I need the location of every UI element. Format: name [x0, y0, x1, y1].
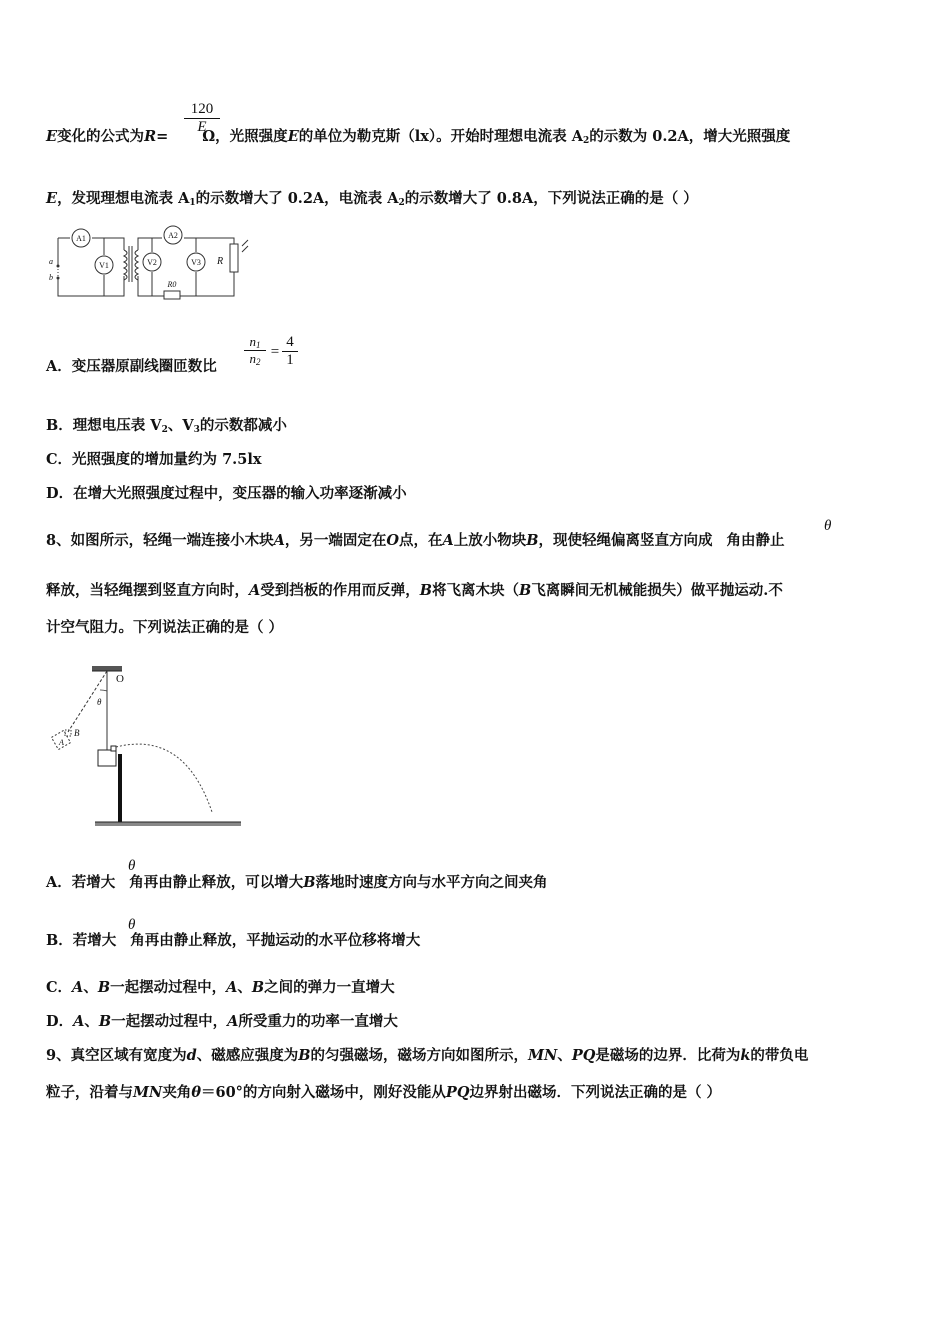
ratio-value-fraction — [282, 334, 298, 369]
text: 所受重力的功率一直增大 — [238, 1013, 398, 1030]
q8-option-d — [46, 1012, 398, 1032]
ratio-numerator: 4 — [286, 334, 294, 350]
text: 、 — [237, 979, 252, 996]
var: MN — [133, 1084, 163, 1101]
terminal-a-label: a — [49, 257, 53, 266]
resistor-r0-label: R0 — [167, 280, 177, 289]
q7-fraction — [184, 101, 220, 136]
text: 上放小物块 — [453, 532, 527, 549]
resistor-r-label: R — [216, 256, 224, 267]
subscript: 2 — [582, 136, 590, 146]
text: 角再由静止释放，可以增大 — [129, 874, 304, 891]
text: ，现使轻绳偏离竖直方向成 — [538, 532, 713, 549]
text: ，另一端固定在 — [284, 532, 387, 549]
block-b-label: B — [74, 728, 80, 738]
text: 、 — [84, 1013, 99, 1030]
fraction-numerator: 120 — [190, 101, 214, 117]
text: 、 — [557, 1047, 572, 1064]
var: k — [740, 1047, 751, 1064]
var: B — [303, 874, 316, 891]
var: A — [273, 532, 285, 549]
text: 、 — [83, 979, 98, 996]
var: B — [519, 582, 532, 599]
angle-theta-label: θ — [97, 697, 102, 707]
var: d — [186, 1047, 197, 1064]
text: 点，在 — [399, 532, 443, 549]
var: B — [298, 1047, 311, 1064]
var: B — [98, 1013, 112, 1030]
q8-line3: 计空气阻力。下列说法正确的是（ ） — [46, 619, 284, 636]
q7-option-a — [46, 357, 217, 377]
var: PQ — [571, 1047, 596, 1064]
var: PQ — [445, 1084, 470, 1101]
text: 、V — [167, 417, 194, 434]
text: 的示数增大了 0.8A，下列说法正确的是（ ） — [404, 190, 698, 207]
var-e: E — [287, 128, 299, 145]
q9-line1 — [46, 1046, 808, 1066]
subscript: 3 — [193, 425, 200, 435]
text: 将飞离木块（ — [432, 582, 520, 599]
var-e: E — [46, 128, 58, 145]
text: 释放，当轻绳摆到竖直方向时， — [46, 582, 249, 599]
fraction-denominator: E — [197, 119, 207, 135]
var: B — [97, 979, 111, 996]
var-r: R= — [144, 128, 169, 145]
theta-symbol: θ — [824, 518, 832, 534]
subscript: 2 — [161, 425, 168, 435]
equals: = — [270, 344, 280, 360]
text: 落地时速度方向与水平方向之间夹角 — [315, 874, 548, 891]
text: 一起摆动过程中， — [111, 1013, 228, 1030]
turns-ratio-fraction — [244, 334, 266, 367]
text: C． — [46, 979, 73, 996]
block-a-label: A — [59, 738, 64, 747]
ammeter-a1-label: A1 — [76, 234, 86, 243]
var: θ — [191, 1084, 201, 1101]
subscript: 2 — [256, 357, 261, 367]
transformer-circuit-diagram — [44, 220, 250, 302]
point-o-label: O — [116, 673, 124, 685]
text: 的示数为 0.2A，增大光照强度 — [589, 128, 791, 145]
q9-line2 — [46, 1083, 721, 1103]
text: 9、真空区域有宽度为 — [46, 1047, 187, 1064]
q8-option-b — [46, 931, 420, 951]
text: 的示数都减小 — [199, 417, 287, 434]
ratio-denominator: 1 — [286, 352, 294, 368]
text: 8、如图所示，轻绳一端连接小木块 — [46, 532, 274, 549]
q7-line1 — [46, 127, 790, 151]
voltmeter-v3-label: V3 — [191, 258, 201, 267]
q7-line2 — [46, 189, 698, 213]
q8-line2 — [46, 581, 783, 601]
text: ＝60°的方向射入磁场中，刚好没能从 — [200, 1084, 446, 1101]
var: A — [227, 1013, 239, 1030]
text: 的单位为勒克斯（lx）。开始时理想电流表 A — [298, 128, 583, 145]
text: 角再由静止释放，平抛运动的水平位移将增大 — [130, 932, 421, 949]
text: 变化的公式为 — [57, 128, 145, 145]
var: O — [386, 532, 399, 549]
voltmeter-v2-label: V2 — [147, 258, 157, 267]
var: A — [73, 1013, 85, 1030]
var: A — [72, 979, 84, 996]
voltmeter-v1-label: V1 — [99, 261, 109, 270]
text: 一起摆动过程中， — [110, 979, 227, 996]
var-e: E — [46, 190, 58, 207]
subscript: 1 — [189, 198, 196, 208]
var: A — [249, 582, 261, 599]
var: MN — [528, 1047, 558, 1064]
n1: n — [249, 334, 256, 349]
text: B．理想电压表 V — [46, 417, 162, 434]
n2: n — [249, 351, 256, 366]
text: 角由静止 — [726, 532, 785, 549]
subscript: 2 — [398, 198, 405, 208]
subscript: 1 — [256, 340, 261, 350]
text: 的带负电 — [750, 1047, 809, 1064]
text: 的匀强磁场，磁场方向如图所示， — [310, 1047, 528, 1064]
equals-sign — [268, 344, 282, 361]
q8-line1 — [46, 531, 785, 551]
text: 是磁场的边界．比荷为 — [595, 1047, 741, 1064]
var: A — [442, 532, 454, 549]
text: 边界射出磁场．下列说法正确的是（ ） — [469, 1084, 722, 1101]
text: 的示数增大了 0.2A，电流表 A — [195, 190, 399, 207]
q7-option-c: C．光照强度的增加量约为 7.5lx — [46, 451, 262, 468]
text: 、磁感应强度为 — [196, 1047, 299, 1064]
text: D． — [46, 1013, 74, 1030]
text: 夹角 — [162, 1084, 192, 1101]
var: B — [251, 979, 265, 996]
option-a-text: A．变压器原副线圈匝数比 — [46, 358, 217, 375]
q8-option-c — [46, 978, 395, 998]
theta-symbol: θ — [128, 858, 136, 874]
ammeter-a2-label: A2 — [168, 231, 178, 240]
text: 之间的弹力一直增大 — [264, 979, 395, 996]
text: B．若增大 — [46, 932, 117, 949]
var: B — [419, 582, 433, 599]
var: B — [526, 532, 539, 549]
terminal-b-label: b — [49, 273, 53, 282]
text: ，发现理想电流表 A — [57, 190, 190, 207]
text: Ω，光照强度 — [202, 128, 288, 145]
q8-option-a — [46, 873, 548, 893]
text: 粒子，沿着与 — [46, 1084, 133, 1101]
pendulum-projectile-figure — [44, 660, 246, 832]
theta-symbol: θ — [128, 917, 136, 933]
q7-option-b — [46, 416, 287, 440]
text: 飞离瞬间无机械能损失）做平抛运动.不 — [531, 582, 783, 599]
var: A — [226, 979, 238, 996]
text: A．若增大 — [46, 874, 116, 891]
text: 受到挡板的作用而反弹， — [260, 582, 420, 599]
q7-option-d: D．在增大光照强度过程中，变压器的输入功率逐渐减小 — [46, 485, 407, 502]
